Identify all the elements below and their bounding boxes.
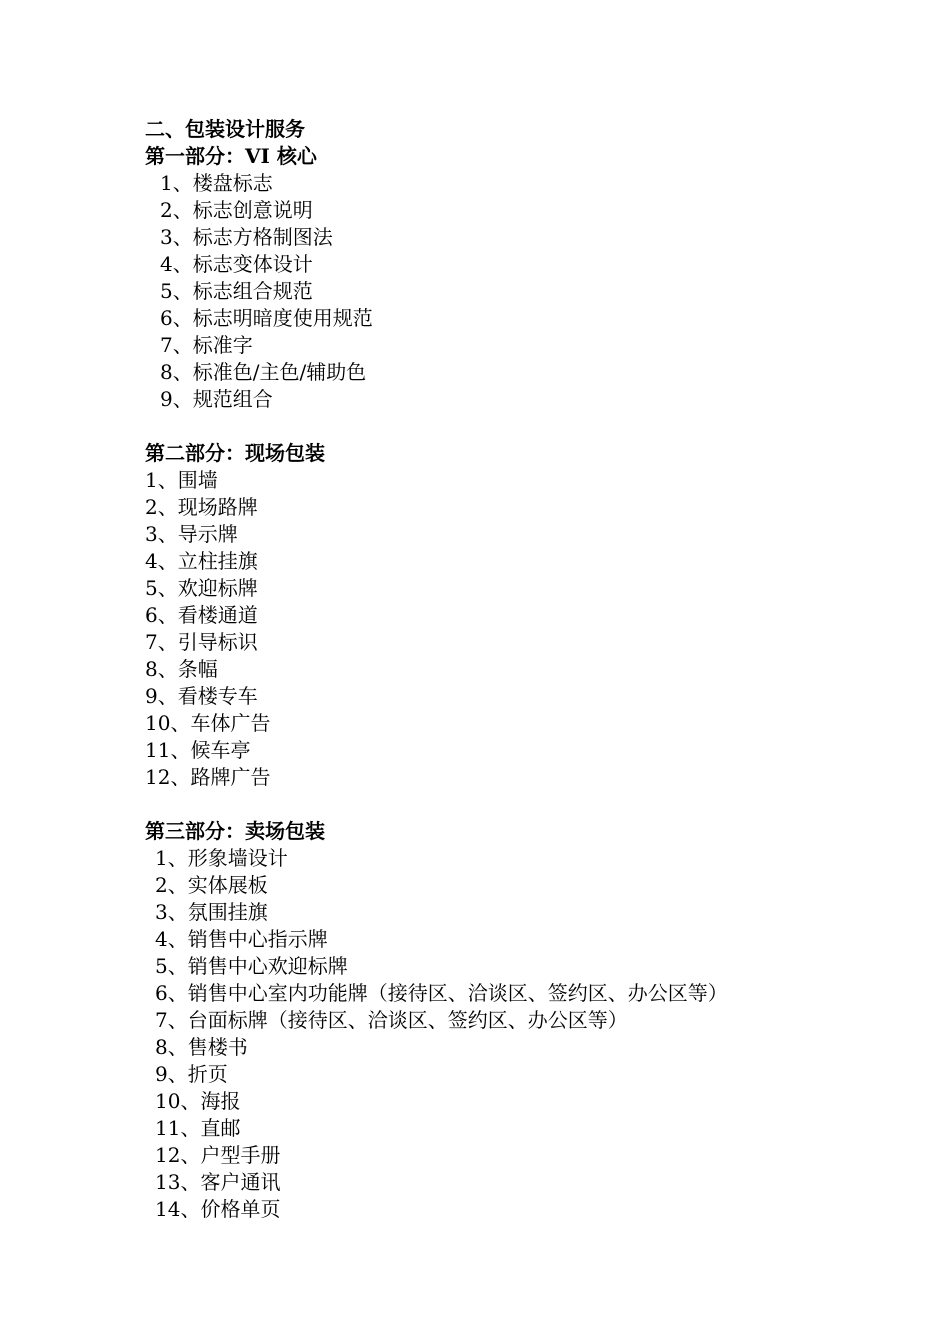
list-item: 3、标志方格制图法 <box>160 225 333 249</box>
list-item: 8、条幅 <box>145 657 218 681</box>
list-item: 3、导示牌 <box>145 522 238 546</box>
list-item: 7、引导标识 <box>145 630 258 654</box>
list-item: 2、实体展板 <box>155 873 268 897</box>
list-item: 12、户型手册 <box>155 1143 281 1167</box>
list-item: 9、看楼专车 <box>145 684 258 708</box>
list-item: 8、标准色/主色/辅助色 <box>160 360 367 384</box>
list-item: 10、车体广告 <box>145 711 271 735</box>
list-item: 1、形象墙设计 <box>155 846 288 870</box>
list-item: 6、看楼通道 <box>145 603 258 627</box>
list-item: 9、规范组合 <box>160 387 273 411</box>
list-item: 8、售楼书 <box>155 1035 248 1059</box>
list-item: 6、标志明暗度使用规范 <box>160 306 373 330</box>
list-item: 2、现场路牌 <box>145 495 258 519</box>
list-item: 4、立柱挂旗 <box>145 549 258 573</box>
list-item: 3、氛围挂旗 <box>155 900 268 924</box>
document-title: 二、包装设计服务 <box>145 117 305 141</box>
list-item: 6、销售中心室内功能牌（接待区、洽谈区、签约区、办公区等） <box>155 981 728 1005</box>
section-heading-sales-venue-packaging: 第三部分：卖场包装 <box>145 819 325 843</box>
list-item: 7、标准字 <box>160 333 253 357</box>
list-item: 7、台面标牌（接待区、洽谈区、签约区、办公区等） <box>155 1008 628 1032</box>
list-item: 13、客户通讯 <box>155 1170 281 1194</box>
spacer <box>145 413 925 440</box>
list-item: 12、路牌广告 <box>145 765 271 789</box>
list-item: 4、销售中心指示牌 <box>155 927 328 951</box>
list-item: 5、销售中心欢迎标牌 <box>155 954 348 978</box>
list-item: 1、楼盘标志 <box>160 171 273 195</box>
spacer <box>145 791 925 818</box>
list-item: 9、折页 <box>155 1062 228 1086</box>
document-body <box>145 116 925 1223</box>
list-item: 4、标志变体设计 <box>160 252 313 276</box>
section-heading-site-packaging: 第二部分：现场包装 <box>145 441 325 465</box>
list-item: 5、标志组合规范 <box>160 279 313 303</box>
list-item: 2、标志创意说明 <box>160 198 313 222</box>
list-item: 11、候车亭 <box>145 738 251 762</box>
section-heading-vi-core: 第一部分：VI 核心 <box>145 144 317 168</box>
list-item: 14、价格单页 <box>155 1197 281 1221</box>
list-item: 11、直邮 <box>155 1116 241 1140</box>
list-item: 1、围墙 <box>145 468 218 492</box>
list-item: 5、欢迎标牌 <box>145 576 258 600</box>
list-item: 10、海报 <box>155 1089 241 1113</box>
